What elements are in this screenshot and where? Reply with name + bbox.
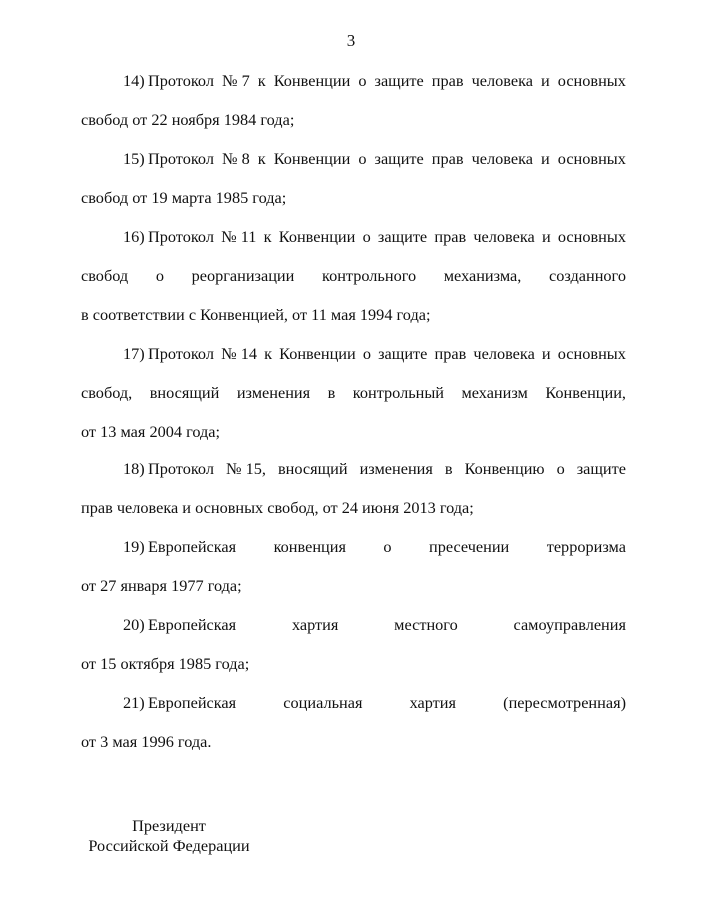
signature-block xyxy=(84,816,254,856)
word: прав xyxy=(434,227,467,246)
list-item-first-line xyxy=(81,693,626,713)
word: № 7 xyxy=(222,71,250,90)
word: № 11 xyxy=(221,227,257,246)
word: и xyxy=(541,149,550,168)
word: защите xyxy=(377,227,428,246)
word: Конвенцию xyxy=(464,459,545,478)
list-item-number: 14) xyxy=(123,71,145,90)
list-item-lead xyxy=(123,615,236,635)
word: Европейская xyxy=(147,693,237,712)
word: № 8 xyxy=(222,149,250,168)
word: основных xyxy=(557,227,626,246)
word: конвенция xyxy=(273,537,346,556)
word: № 15, xyxy=(225,459,266,478)
word: реорганизации xyxy=(191,266,295,285)
word: № 14 xyxy=(221,344,257,363)
word: и xyxy=(541,344,551,363)
word: о xyxy=(155,266,164,285)
word: человека xyxy=(473,344,535,363)
word: терроризма xyxy=(546,537,626,556)
word: в xyxy=(327,383,336,402)
signature-organization: Российской Федерации xyxy=(88,836,250,855)
word: Европейская xyxy=(147,615,237,634)
list-item-first-line xyxy=(81,149,626,169)
list-item-number: 16) xyxy=(123,227,145,246)
word: вносящий xyxy=(277,459,348,478)
list-item-first-line xyxy=(81,227,626,247)
word: хартия xyxy=(409,693,456,712)
word: Конвенции xyxy=(273,71,351,90)
list-item-number: 20) xyxy=(123,615,145,634)
list-item-first-line xyxy=(81,615,626,635)
list-item-first-line xyxy=(81,344,626,364)
list-item-number: 19) xyxy=(123,537,145,556)
word: защите xyxy=(374,71,424,90)
word: изменения xyxy=(236,383,311,402)
word: человека xyxy=(471,71,533,90)
word: контрольный xyxy=(352,383,444,402)
word: свобод xyxy=(81,266,129,285)
word: хартия xyxy=(291,615,339,634)
list-item-lead xyxy=(123,71,214,91)
word: к xyxy=(257,149,266,168)
word: о xyxy=(383,537,392,556)
word: механизм xyxy=(461,383,528,402)
list-item-number: 21) xyxy=(123,693,145,712)
word: прав xyxy=(431,149,464,168)
list-item-line: от 15 октября 1985 года; xyxy=(81,654,250,673)
word: вносящий xyxy=(149,383,220,402)
word: пресечении xyxy=(428,537,510,556)
word: Конвенции xyxy=(279,344,356,363)
word: о xyxy=(362,344,371,363)
list-item-line: от 3 мая 1996 года. xyxy=(81,732,212,751)
signature-title: Президент xyxy=(132,816,206,835)
page-number: 3 xyxy=(346,31,356,50)
word: Протокол xyxy=(147,227,214,246)
word: контрольного xyxy=(321,266,417,285)
word: Конвенции xyxy=(273,149,351,168)
word: прав xyxy=(434,344,467,363)
list-item-first-line xyxy=(81,537,626,557)
list-item-line xyxy=(81,266,626,286)
list-item-line: свобод от 19 марта 1985 года; xyxy=(81,188,287,207)
word: о xyxy=(362,227,371,246)
list-item-lead xyxy=(123,459,214,479)
list-item-line: от 13 мая 2004 года; xyxy=(81,422,221,441)
list-item-number: 18) xyxy=(123,459,145,478)
word: созданного xyxy=(548,266,626,285)
word: Конвенции, xyxy=(545,383,626,402)
list-item-lead xyxy=(123,537,236,557)
word: к xyxy=(263,227,272,246)
word: защите xyxy=(576,459,626,478)
list-item-line: в соответствии с Конвенцией, от 11 мая 1994 года; xyxy=(81,305,431,324)
word: социальная xyxy=(283,693,363,712)
list-item-lead xyxy=(123,149,214,169)
word: свобод, xyxy=(81,383,133,402)
word: и xyxy=(541,227,551,246)
word: и xyxy=(541,71,550,90)
word: Европейская xyxy=(147,537,237,556)
list-item-lead xyxy=(123,693,236,713)
word: (пересмотренная) xyxy=(503,693,626,712)
word: основных xyxy=(557,71,626,90)
word: о xyxy=(358,149,367,168)
word: механизма, xyxy=(443,266,522,285)
word: изменения xyxy=(359,459,433,478)
word: человека xyxy=(471,149,533,168)
word: Протокол xyxy=(147,459,214,478)
word: о xyxy=(556,459,565,478)
word: местного xyxy=(394,615,458,634)
word: защите xyxy=(374,149,424,168)
list-item-line: прав человека и основных свобод, от 24 июня 2013 года; xyxy=(81,498,474,517)
list-item-lead xyxy=(123,227,214,247)
word: к xyxy=(264,344,273,363)
word: Протокол xyxy=(147,71,214,90)
word: самоуправления xyxy=(513,615,626,634)
word: человека xyxy=(473,227,535,246)
word: прав xyxy=(431,71,464,90)
word: Протокол xyxy=(147,344,214,363)
list-item-first-line xyxy=(81,459,626,479)
list-item-lead xyxy=(123,344,214,364)
list-item-first-line xyxy=(81,71,626,91)
word: в xyxy=(444,459,453,478)
list-item-line xyxy=(81,383,626,403)
word: основных xyxy=(557,149,626,168)
list-item-line: свобод от 22 ноября 1984 года; xyxy=(81,110,295,129)
list-item-line: от 27 января 1977 года; xyxy=(81,576,242,595)
word: Протокол xyxy=(147,149,214,168)
word: о xyxy=(358,71,367,90)
word: к xyxy=(257,71,266,90)
word: Конвенции xyxy=(278,227,356,246)
list-item-number: 15) xyxy=(123,149,145,168)
word: защите xyxy=(378,344,428,363)
word: основных xyxy=(557,344,626,363)
list-item-number: 17) xyxy=(123,344,145,363)
